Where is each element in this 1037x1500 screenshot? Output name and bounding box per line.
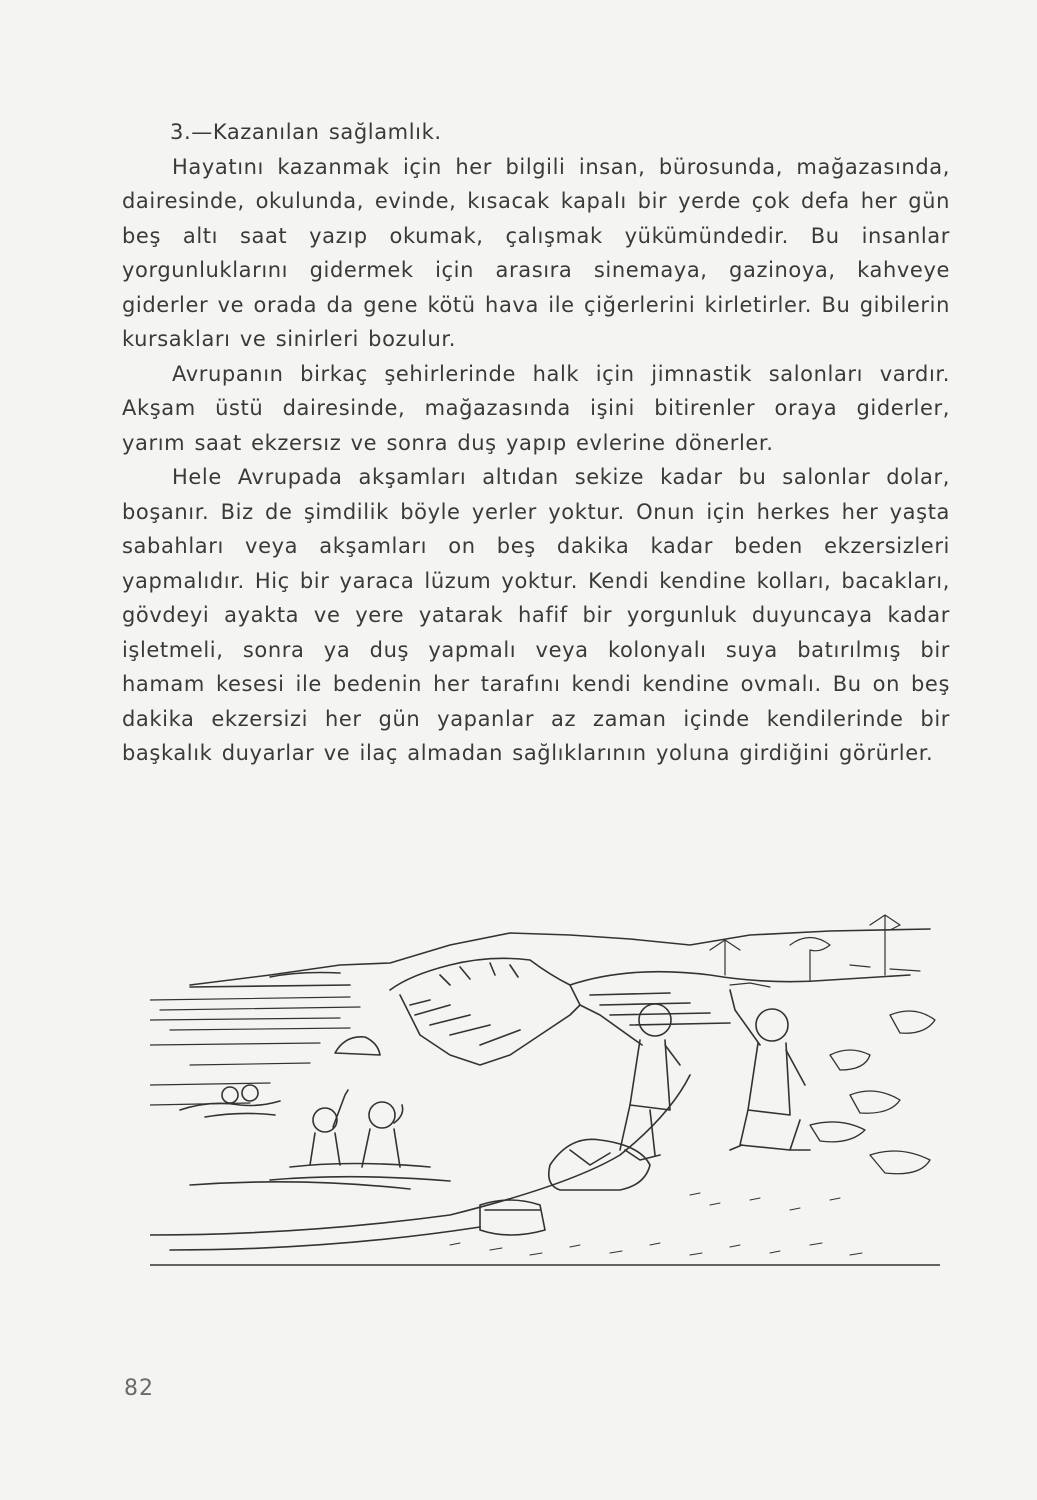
section-heading: 3.—Kazanılan sağlamlık. xyxy=(170,120,442,144)
paragraph-3: Hele Avrupada akşamları altıdan sekize kadar bu salonlar dolar, boşanır. Biz de şimdilik böyle yerler yoktur. Onun için herkes her yaşta sabahları veya akşamları on beş dakika kadar beden ekzersizleri yapmalıdır. Hiç bir yaraca lüzum yoktur. Kendi kendine kolları, bacakları, gövdeyi ayakta ve yere yatarak hafif bir yorgunluk duyuncaya kadar işletmeli, sonra ya duş yapmalı veya kolonyalı suya batırılmış bir hamam kesesi ile bedenin her tarafını kendi kendine ovmalı. Bu on beş dakika ekzersizi her gün yapanlar az zaman içinde kendilerinde bir başkalık duyarlar ve ilaç almadan sağlıklarının yoluna girdiğini görürler. xyxy=(122,465,950,765)
sea-lines xyxy=(150,997,360,1105)
page-number: 82 xyxy=(124,1376,154,1401)
headland-cliff xyxy=(390,958,910,1065)
paragraph-1: Hayatını kazanmak için her bilgili insan, bürosunda, mağazasında, dairesinde, okulunda, evinde, kısacak kapalı bir yerde çok defa her gün beş altı saat yazıp okumak, çalışmak yükümündedir. Bu insanlar yorgunluklarını gidermek için arasıra sinemaya, gazinoya, kahveye giderler ve orada da gene kötü hava ile çiğerlerini kirletirler. Bu gibilerin kursakları ve sinirleri bozulur. xyxy=(122,154,950,351)
resting-figure xyxy=(549,1139,650,1190)
swimmer-group xyxy=(180,1085,280,1117)
sand-texture xyxy=(450,1193,862,1255)
shore-rocks xyxy=(810,1011,935,1174)
text-block xyxy=(122,115,950,771)
paragraph-2: Avrupanın birkaç şehirlerinde halk için jimnastik salonları vardır. Akşam üstü dairesinde, mağazasında işini bitirenler oraya giderler, yarım saat ekzersız ve sonra duş yapıp evlerine dönerler. xyxy=(122,361,950,455)
children-in-water xyxy=(190,1090,450,1189)
kneeling-boy xyxy=(730,990,810,1150)
sea-rock xyxy=(335,1037,380,1055)
exercising-boy xyxy=(580,1004,680,1160)
beach-exercise-illustration xyxy=(150,905,940,1290)
distant-hills xyxy=(190,929,930,987)
